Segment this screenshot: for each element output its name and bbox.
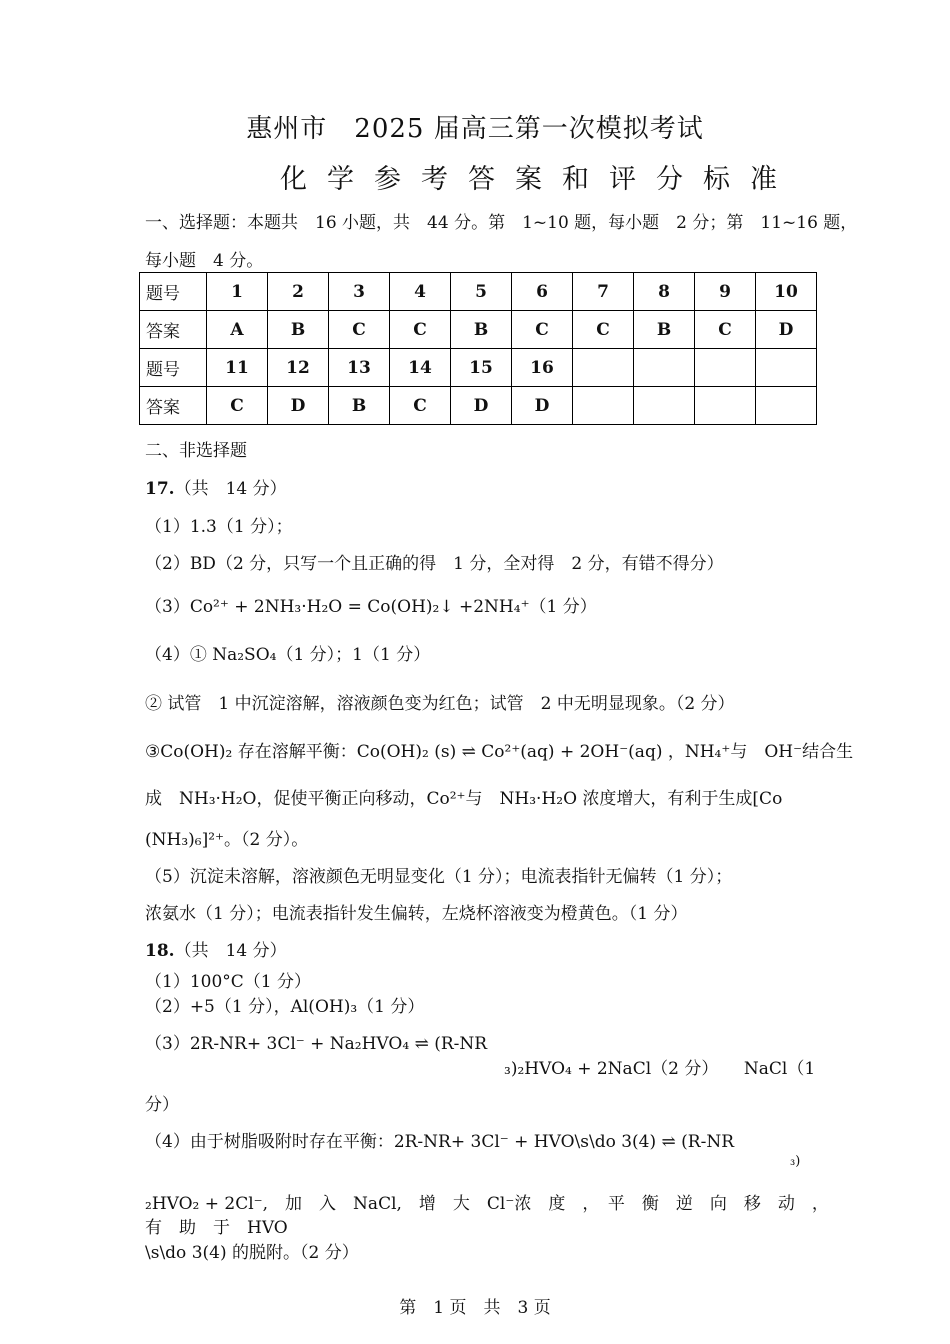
section1-line2: 每小题 4 分。 xyxy=(145,251,264,271)
table-cell xyxy=(756,349,817,387)
q18-part4-cont2: 有 助 于 HVO xyxy=(145,1218,288,1238)
table-cell: B xyxy=(634,311,695,349)
page-subtitle: 化学参考答案和评分标准 xyxy=(280,164,797,195)
q17-part2: （2）BD（2 分，只写一个且正确的得 1 分，全对得 2 分，有错不得分） xyxy=(145,554,724,574)
q18-points: （共 14 分） xyxy=(174,941,287,961)
table-cell: 6 xyxy=(512,273,573,311)
table-cell: B xyxy=(329,387,390,425)
table-cell: C xyxy=(695,311,756,349)
q18-part4-end: \s\do 3(4) 的脱附。（2 分） xyxy=(145,1243,359,1263)
q18-part4: （4）由于树脂吸附时存在平衡：2R-NR+ 3Cl⁻ + HVO\s\do 3(4) ⇌ (R-NR xyxy=(145,1132,735,1152)
q18-heading xyxy=(145,936,287,961)
page-title: 惠州市 2025 届高三第一次模拟考试 xyxy=(246,114,704,144)
table-cell xyxy=(695,349,756,387)
table-cell: 4 xyxy=(390,273,451,311)
q18-part1: （1）100°C（1 分） xyxy=(145,972,311,992)
table-cell: D xyxy=(512,387,573,425)
table-cell: C xyxy=(207,387,268,425)
row-label: 答案 xyxy=(140,311,207,349)
page-footer: 第 1 页 共 3 页 xyxy=(399,1298,551,1318)
section2-heading: 二、非选择题 xyxy=(145,441,247,461)
table-cell: 9 xyxy=(695,273,756,311)
q18-part2: （2）+5（1 分），Al(OH)₃（1 分） xyxy=(145,997,425,1017)
table-cell xyxy=(756,387,817,425)
table-cell xyxy=(573,349,634,387)
table-cell: 10 xyxy=(756,273,817,311)
table-row xyxy=(140,349,817,387)
table-cell xyxy=(634,387,695,425)
table-cell: B xyxy=(451,311,512,349)
section1-line1: 一、选择题：本题共 16 小题，共 44 分。第 1~10 题，每小题 2 分；第 11~16 题， xyxy=(145,213,858,233)
q17-part5-cont: 浓氨水（1 分）；电流表指针发生偏转，左烧杯溶液变为橙黄色。（1 分） xyxy=(145,904,688,924)
q17-part3: （3）Co²⁺ + 2NH₃·H₂O = Co(OH)₂↓ +2NH₄⁺（1 分） xyxy=(145,597,597,617)
table-cell: 14 xyxy=(390,349,451,387)
table-cell: D xyxy=(451,387,512,425)
table-cell: A xyxy=(207,311,268,349)
row-label: 答案 xyxy=(140,387,207,425)
table-cell: 16 xyxy=(512,349,573,387)
q18-part3-end: 分） xyxy=(145,1095,179,1115)
q18-part4-sub: ₃) xyxy=(790,1154,801,1169)
table-cell xyxy=(695,387,756,425)
table-cell: B xyxy=(268,311,329,349)
q18-part4-cont: ₂HVO₂ + 2Cl⁻, 加 入 NaCl, 增 大 Cl⁻浓 度 ， 平 衡 逆 向 移 动 ， xyxy=(145,1194,829,1214)
table-cell: 15 xyxy=(451,349,512,387)
row-label: 题号 xyxy=(140,349,207,387)
table-cell: 3 xyxy=(329,273,390,311)
q18-part3: （3）2R-NR+ 3Cl⁻ + Na₂HVO₄ ⇌ (R-NR xyxy=(145,1034,488,1054)
q18-number: 18. xyxy=(145,941,175,961)
q17-part4-3: ③Co(OH)₂ 存在溶解平衡：Co(OH)₂ (s) ⇌ Co²⁺(aq) + 2OH⁻(aq) ，NH₄⁺与 OH⁻结合生 xyxy=(145,742,854,762)
q17-part4-3-end: (NH₃)₆]²⁺。（2 分）。 xyxy=(145,830,309,850)
answer-table xyxy=(139,272,817,425)
table-cell: 1 xyxy=(207,273,268,311)
table-cell: 11 xyxy=(207,349,268,387)
table-cell: 2 xyxy=(268,273,329,311)
q18-part3-cont: ₃)₂HVO₄ + 2NaCl（2 分） NaCl（1 xyxy=(504,1059,816,1079)
q17-part4-3-cont: 成 NH₃·H₂O，促使平衡正向移动，Co²⁺与 NH₃·H₂O 浓度增大，有利于生成[Co xyxy=(145,789,783,809)
q17-part4: （4）① Na₂SO₄（1 分）；1（1 分） xyxy=(145,645,431,665)
row-label: 题号 xyxy=(140,273,207,311)
table-cell: 12 xyxy=(268,349,329,387)
table-cell xyxy=(573,387,634,425)
table-cell: D xyxy=(268,387,329,425)
table-row xyxy=(140,311,817,349)
table-cell: D xyxy=(756,311,817,349)
q17-part5: （5）沉淀未溶解，溶液颜色无明显变化（1 分）；电流表指针无偏转（1 分）； xyxy=(145,867,733,887)
table-row xyxy=(140,387,817,425)
table-cell: C xyxy=(329,311,390,349)
q17-part1: （1）1.3（1 分）； xyxy=(145,517,293,537)
table-cell: C xyxy=(390,387,451,425)
table-cell: 8 xyxy=(634,273,695,311)
table-cell xyxy=(634,349,695,387)
table-cell: C xyxy=(512,311,573,349)
table-cell: 13 xyxy=(329,349,390,387)
table-cell: C xyxy=(390,311,451,349)
table-cell: 7 xyxy=(573,273,634,311)
q17-number: 17. xyxy=(145,479,175,499)
table-row xyxy=(140,273,817,311)
q17-points: （共 14 分） xyxy=(174,479,287,499)
table-cell: C xyxy=(573,311,634,349)
q17-heading xyxy=(145,474,287,499)
table-cell: 5 xyxy=(451,273,512,311)
q17-part4-2: ② 试管 1 中沉淀溶解，溶液颜色变为红色；试管 2 中无明显现象。（2 分） xyxy=(145,694,735,714)
